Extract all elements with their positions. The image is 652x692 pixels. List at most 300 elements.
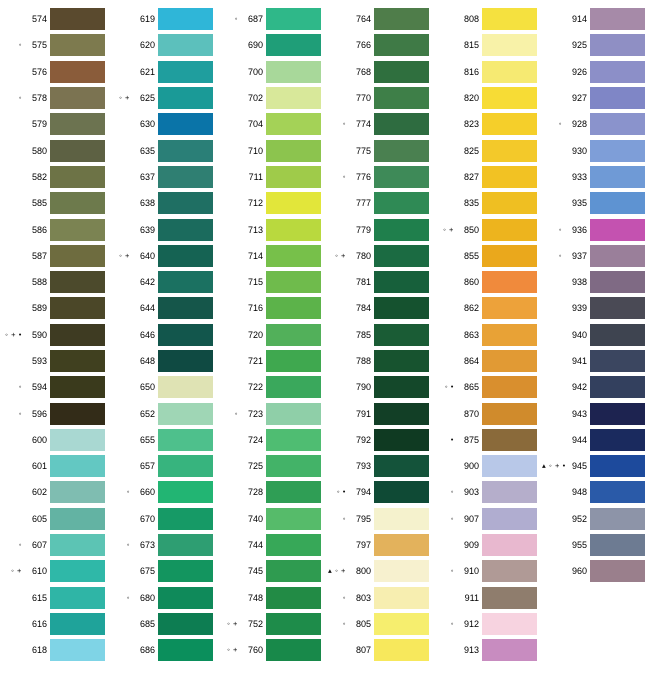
color-swatch[interactable] [482,639,537,661]
color-swatch[interactable] [482,271,537,293]
swatch-row[interactable] [2,322,110,348]
swatch-row[interactable] [2,348,110,374]
color-swatch[interactable] [50,350,105,372]
swatch-row[interactable] [2,611,110,637]
color-swatch[interactable] [374,113,429,135]
swatch-row[interactable] [218,400,326,426]
color-swatch[interactable] [482,560,537,582]
swatch-row[interactable] [2,532,110,558]
swatch-row[interactable] [326,6,434,32]
swatch-row[interactable] [218,164,326,190]
swatch-row[interactable] [2,137,110,163]
swatch-row[interactable] [218,637,326,663]
color-swatch[interactable] [50,613,105,635]
color-swatch[interactable] [158,403,213,425]
color-swatch[interactable] [374,271,429,293]
color-swatch[interactable] [590,455,645,477]
swatch-row[interactable] [542,32,650,58]
color-swatch[interactable] [374,560,429,582]
swatch-row[interactable] [2,243,110,269]
swatch-row[interactable] [110,295,218,321]
color-swatch[interactable] [158,166,213,188]
swatch-row[interactable] [110,111,218,137]
color-swatch[interactable] [50,324,105,346]
color-swatch[interactable] [50,87,105,109]
color-swatch[interactable] [374,403,429,425]
swatch-row[interactable] [326,558,434,584]
swatch-row[interactable] [218,506,326,532]
color-swatch[interactable] [50,534,105,556]
color-swatch[interactable] [590,166,645,188]
swatch-row[interactable] [110,637,218,663]
color-swatch[interactable] [50,271,105,293]
swatch-row[interactable] [542,137,650,163]
swatch-code: 937 [571,250,587,261]
swatch-row[interactable] [326,243,434,269]
swatch-row[interactable] [326,322,434,348]
swatch-row[interactable] [326,532,434,558]
color-swatch[interactable] [266,61,321,83]
swatch-row[interactable] [2,479,110,505]
color-swatch[interactable] [590,192,645,214]
color-swatch[interactable] [266,166,321,188]
swatch-row[interactable] [542,269,650,295]
color-swatch[interactable] [374,639,429,661]
color-swatch[interactable] [158,587,213,609]
color-swatch[interactable] [374,324,429,346]
color-swatch[interactable] [482,192,537,214]
swatch-row[interactable] [2,32,110,58]
swatch-row[interactable] [434,111,542,137]
color-swatch[interactable] [590,350,645,372]
color-swatch[interactable] [590,508,645,530]
swatch-row[interactable] [542,190,650,216]
color-swatch[interactable] [50,639,105,661]
swatch-row[interactable] [542,532,650,558]
color-swatch[interactable] [266,297,321,319]
swatch-row[interactable] [218,243,326,269]
color-swatch[interactable] [374,455,429,477]
swatch-row[interactable] [110,427,218,453]
color-swatch[interactable] [590,481,645,503]
swatch-row[interactable] [218,295,326,321]
swatch-row[interactable] [326,637,434,663]
color-swatch[interactable] [590,219,645,241]
color-swatch[interactable] [590,376,645,398]
swatch-row[interactable] [434,427,542,453]
swatch-row[interactable] [218,427,326,453]
swatch-row[interactable] [542,427,650,453]
color-swatch[interactable] [482,297,537,319]
swatch-row[interactable] [218,348,326,374]
swatch-row[interactable] [110,532,218,558]
color-swatch[interactable] [158,113,213,135]
color-swatch[interactable] [266,350,321,372]
color-swatch[interactable] [266,613,321,635]
color-swatch[interactable] [158,324,213,346]
swatch-row[interactable] [542,558,650,584]
swatch-row[interactable] [110,6,218,32]
color-swatch[interactable] [482,534,537,556]
color-swatch[interactable] [50,429,105,451]
color-swatch[interactable] [50,481,105,503]
color-swatch[interactable] [266,403,321,425]
swatch-code: 586 [31,224,47,235]
color-swatch[interactable] [266,113,321,135]
swatch-row[interactable] [2,269,110,295]
swatch-row[interactable] [434,348,542,374]
color-swatch[interactable] [482,350,537,372]
color-swatch[interactable] [374,429,429,451]
swatch-row[interactable] [110,322,218,348]
swatch-row[interactable] [110,32,218,58]
swatch-row[interactable] [434,32,542,58]
swatch-code: 945 [571,461,587,472]
swatch-row[interactable] [110,190,218,216]
color-swatch[interactable] [590,8,645,30]
color-swatch[interactable] [266,560,321,582]
swatch-row[interactable] [2,216,110,242]
color-swatch[interactable] [158,455,213,477]
color-swatch[interactable] [158,481,213,503]
color-swatch[interactable] [50,403,105,425]
swatch-row[interactable] [542,164,650,190]
swatch-row[interactable] [434,295,542,321]
swatch-code: 911 [464,592,479,603]
color-swatch[interactable] [482,34,537,56]
color-swatch[interactable] [50,560,105,582]
swatch-row[interactable] [434,453,542,479]
swatch-row[interactable] [2,111,110,137]
color-swatch[interactable] [590,61,645,83]
swatch-row[interactable] [326,190,434,216]
swatch-row[interactable] [326,453,434,479]
color-swatch[interactable] [374,140,429,162]
color-swatch[interactable] [374,34,429,56]
color-swatch[interactable] [482,245,537,267]
color-swatch[interactable] [482,429,537,451]
color-swatch[interactable] [374,376,429,398]
swatch-row[interactable] [434,6,542,32]
swatch-row[interactable] [110,216,218,242]
swatch-row[interactable] [434,637,542,663]
color-swatch[interactable] [50,61,105,83]
swatch-row[interactable] [110,479,218,505]
swatch-row[interactable] [110,400,218,426]
color-swatch[interactable] [50,113,105,135]
color-swatch[interactable] [158,560,213,582]
swatch-row[interactable] [542,453,650,479]
color-swatch[interactable] [590,113,645,135]
color-swatch[interactable] [482,219,537,241]
color-swatch[interactable] [158,534,213,556]
color-swatch[interactable] [482,587,537,609]
swatch-row[interactable] [434,59,542,85]
color-swatch[interactable] [50,455,105,477]
color-swatch[interactable] [482,324,537,346]
color-swatch[interactable] [158,34,213,56]
color-swatch[interactable] [482,61,537,83]
swatch-row[interactable] [218,374,326,400]
swatch-row[interactable] [110,137,218,163]
swatch-row[interactable] [2,506,110,532]
swatch-row[interactable] [326,506,434,532]
color-swatch[interactable] [590,271,645,293]
swatch-row[interactable] [218,137,326,163]
color-swatch[interactable] [50,8,105,30]
swatch-row[interactable] [218,453,326,479]
swatch-row[interactable] [326,348,434,374]
swatch-row[interactable] [110,453,218,479]
swatch-row[interactable] [326,111,434,137]
color-swatch[interactable] [50,297,105,319]
color-swatch[interactable] [590,534,645,556]
swatch-row[interactable] [110,558,218,584]
swatch-row[interactable] [434,585,542,611]
color-swatch[interactable] [590,140,645,162]
color-swatch[interactable] [590,34,645,56]
color-swatch[interactable] [266,376,321,398]
color-swatch[interactable] [158,613,213,635]
swatch-row[interactable] [434,506,542,532]
color-swatch[interactable] [590,297,645,319]
swatch-row[interactable] [326,269,434,295]
swatch-row[interactable] [218,558,326,584]
swatch-row[interactable] [434,611,542,637]
swatch-row[interactable] [2,427,110,453]
color-swatch[interactable] [266,87,321,109]
swatch-row[interactable] [542,59,650,85]
swatch-row[interactable] [434,243,542,269]
color-swatch[interactable] [266,481,321,503]
swatch-row[interactable] [434,479,542,505]
swatch-row[interactable] [542,85,650,111]
color-swatch[interactable] [374,192,429,214]
color-swatch[interactable] [374,245,429,267]
color-swatch[interactable] [482,113,537,135]
color-swatch[interactable] [482,481,537,503]
color-swatch[interactable] [374,508,429,530]
color-swatch[interactable] [50,245,105,267]
color-swatch[interactable] [482,403,537,425]
swatch-row[interactable] [542,216,650,242]
swatch-row[interactable] [434,164,542,190]
swatch-row[interactable] [110,585,218,611]
swatch-row[interactable] [542,348,650,374]
color-swatch[interactable] [50,376,105,398]
color-swatch[interactable] [50,192,105,214]
color-swatch[interactable] [266,639,321,661]
color-swatch[interactable] [590,324,645,346]
color-swatch[interactable] [266,455,321,477]
swatch-row[interactable] [434,137,542,163]
swatch-row[interactable] [110,269,218,295]
swatch-row[interactable] [2,400,110,426]
swatch-row[interactable] [218,85,326,111]
color-swatch[interactable] [50,587,105,609]
swatch-row[interactable] [2,6,110,32]
color-swatch[interactable] [374,587,429,609]
swatch-row[interactable] [326,400,434,426]
color-swatch[interactable] [158,245,213,267]
swatch-row[interactable] [434,400,542,426]
color-swatch[interactable] [482,613,537,635]
color-swatch[interactable] [374,8,429,30]
color-swatch[interactable] [266,219,321,241]
swatch-row[interactable] [326,85,434,111]
swatch-row[interactable] [110,374,218,400]
swatch-row[interactable] [218,269,326,295]
swatch-row[interactable] [434,374,542,400]
color-swatch[interactable] [50,219,105,241]
color-swatch[interactable] [590,560,645,582]
color-swatch[interactable] [482,87,537,109]
color-swatch[interactable] [266,140,321,162]
color-swatch[interactable] [482,8,537,30]
color-swatch[interactable] [266,534,321,556]
color-swatch[interactable] [158,297,213,319]
swatch-row[interactable] [326,427,434,453]
color-swatch[interactable] [158,61,213,83]
color-swatch[interactable] [374,61,429,83]
color-swatch[interactable] [266,8,321,30]
swatch-row[interactable] [434,269,542,295]
swatch-row[interactable] [110,506,218,532]
swatch-row[interactable] [542,6,650,32]
swatch-row[interactable] [2,164,110,190]
color-swatch[interactable] [158,350,213,372]
swatch-row[interactable] [326,164,434,190]
color-swatch[interactable] [266,192,321,214]
color-swatch[interactable] [482,508,537,530]
color-swatch[interactable] [50,140,105,162]
swatch-row[interactable] [326,216,434,242]
color-swatch[interactable] [266,429,321,451]
color-swatch[interactable] [158,140,213,162]
color-swatch[interactable] [590,87,645,109]
swatch-row[interactable] [110,59,218,85]
swatch-row[interactable] [218,611,326,637]
swatch-row[interactable] [218,6,326,32]
swatch-marks: ◦ • [336,487,346,497]
color-swatch[interactable] [158,8,213,30]
color-swatch[interactable] [158,429,213,451]
swatch-row[interactable] [542,243,650,269]
color-swatch[interactable] [158,192,213,214]
swatch-row[interactable] [2,59,110,85]
swatch-row[interactable] [434,190,542,216]
color-swatch[interactable] [50,508,105,530]
swatch-row[interactable] [110,243,218,269]
color-swatch[interactable] [266,324,321,346]
color-swatch[interactable] [50,166,105,188]
swatch-row[interactable] [542,295,650,321]
swatch-row[interactable] [434,532,542,558]
color-swatch[interactable] [158,87,213,109]
swatch-row[interactable] [326,374,434,400]
swatch-row[interactable] [434,322,542,348]
swatch-row[interactable] [434,216,542,242]
swatch-row[interactable] [110,348,218,374]
color-swatch[interactable] [158,508,213,530]
swatch-row[interactable] [218,216,326,242]
color-swatch[interactable] [374,350,429,372]
color-swatch[interactable] [482,140,537,162]
swatch-row[interactable] [542,400,650,426]
swatch-code: 607 [31,540,47,551]
swatch-row[interactable] [110,85,218,111]
color-swatch[interactable] [158,639,213,661]
swatch-row[interactable] [2,295,110,321]
color-swatch[interactable] [482,166,537,188]
swatch-row[interactable] [110,164,218,190]
swatch-row[interactable] [2,637,110,663]
color-swatch[interactable] [266,508,321,530]
swatch-row[interactable] [326,295,434,321]
color-swatch[interactable] [374,87,429,109]
swatch-row[interactable] [218,190,326,216]
swatch-row[interactable] [218,59,326,85]
color-swatch[interactable] [590,403,645,425]
color-swatch[interactable] [590,429,645,451]
swatch-row[interactable] [326,137,434,163]
swatch-row[interactable] [2,85,110,111]
color-swatch[interactable] [374,534,429,556]
color-swatch[interactable] [158,219,213,241]
swatch-row[interactable] [2,190,110,216]
swatch-row[interactable] [218,532,326,558]
swatch-row[interactable] [2,453,110,479]
swatch-row[interactable] [542,374,650,400]
color-swatch[interactable] [266,245,321,267]
color-swatch[interactable] [482,376,537,398]
color-swatch[interactable] [50,34,105,56]
swatch-row[interactable] [434,558,542,584]
swatch-row[interactable] [2,374,110,400]
swatch-row[interactable] [218,111,326,137]
color-swatch[interactable] [374,219,429,241]
color-swatch[interactable] [590,245,645,267]
color-swatch[interactable] [266,34,321,56]
swatch-row[interactable] [2,585,110,611]
swatch-row[interactable] [218,479,326,505]
color-swatch[interactable] [374,613,429,635]
swatch-row[interactable] [218,585,326,611]
swatch-row[interactable] [326,479,434,505]
swatch-row[interactable] [542,111,650,137]
color-swatch[interactable] [482,455,537,477]
swatch-row[interactable] [2,558,110,584]
swatch-row[interactable] [326,585,434,611]
swatch-row[interactable] [542,322,650,348]
color-swatch[interactable] [266,587,321,609]
color-swatch[interactable] [374,166,429,188]
swatch-row[interactable] [326,32,434,58]
color-swatch[interactable] [266,271,321,293]
swatch-row[interactable] [542,506,650,532]
swatch-row[interactable] [326,611,434,637]
swatch-row[interactable] [218,32,326,58]
swatch-row[interactable] [110,611,218,637]
swatch-row[interactable] [326,59,434,85]
color-swatch[interactable] [374,481,429,503]
color-swatch[interactable] [374,297,429,319]
color-swatch[interactable] [158,376,213,398]
swatch-row[interactable] [542,479,650,505]
swatch-row[interactable] [434,85,542,111]
swatch-row[interactable] [218,322,326,348]
color-swatch[interactable] [158,271,213,293]
